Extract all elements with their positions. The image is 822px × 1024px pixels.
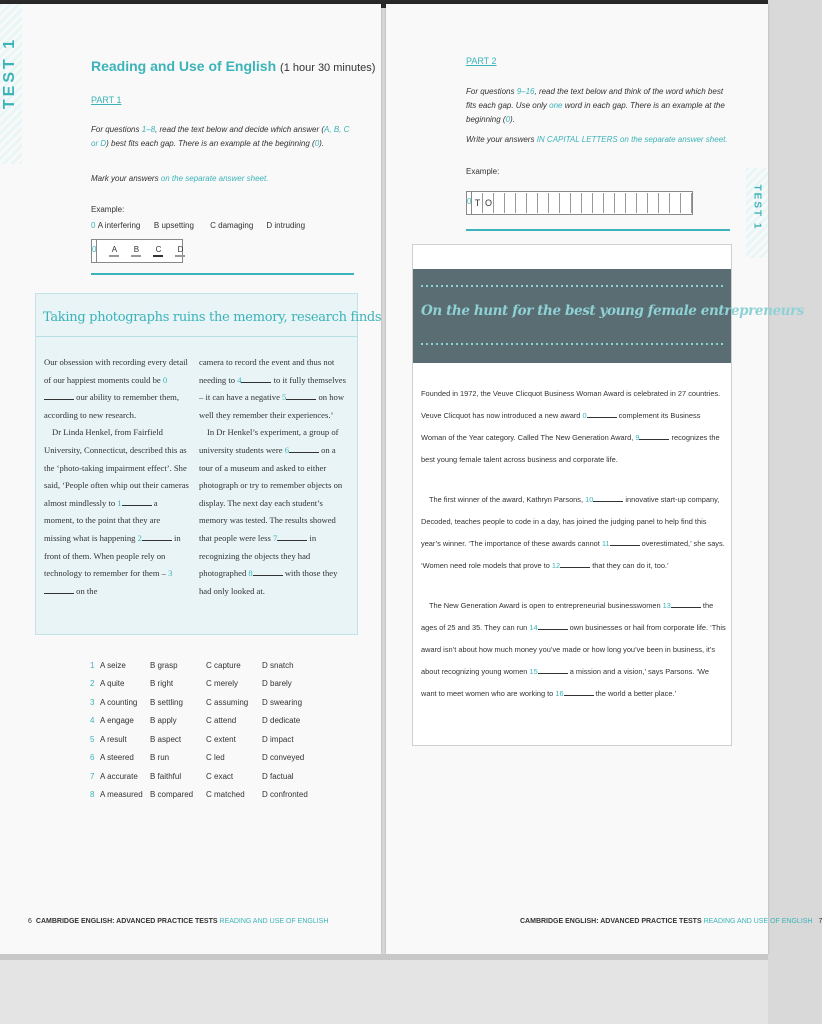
section-divider-right [466,229,730,231]
option-d: D barely [262,679,292,689]
option-a: A quite [100,679,125,689]
example-num: 0 [91,221,96,230]
text: a moment, to the point that they are missing what is happening [44,497,161,543]
gap-number: 14 [529,623,538,632]
text: Our obsession with recording every detail of our happiest moments could be [44,357,188,385]
paragraph [199,354,349,424]
gap-number: 4 [237,374,242,385]
instr-text: , read the text below and decide which answer ( [155,125,325,134]
example-box-letter: D [177,245,184,254]
text: in recognizing the objects they had photographed [199,532,317,579]
grid-cell [538,193,549,213]
gap-number: 1 [117,497,122,508]
gap-number: 11 [601,539,610,548]
article-column-2 [199,354,349,600]
paragraph [199,424,349,600]
text: overestimated,’ she says. ‘Women need role models that prove to [421,539,725,570]
gap-number: 13 [662,601,671,610]
gap-number: 2 [137,532,142,543]
answer-bar-selected [153,255,163,257]
write-link: IN CAPITAL LETTERS on the separate answer sheet. [536,135,728,144]
gap-number: 6 [284,444,289,455]
example-grid-cells [472,193,692,213]
example-label-right: Example: [466,167,500,176]
gap-blank [593,495,623,502]
example-option-b: B upsetting [153,221,194,230]
gap-number: 16 [555,689,564,698]
answer-row-7 [90,767,308,786]
text: on a tour of a museum and asked to either photograph or try to remember objects on display. The next day each student’s memory was tested. The results showed that people were less [199,444,343,543]
text: in front of them. When people rely on technology to remember for them – [44,532,181,579]
grid-cell [527,193,538,213]
option-c: C attend [206,716,237,726]
option-a: A measured [100,790,143,800]
option-a: A seize [100,660,126,670]
answer-bar [109,255,119,257]
grid-cell: O [483,193,494,213]
text: a mission and a vision,’ says Parsons. ‘We want to meet women who are working to [421,667,710,698]
paragraph [421,383,726,471]
gap-blank [253,568,283,576]
option-c: C capture [206,660,241,670]
instr-zero: 0 [314,139,320,148]
article-column-1 [44,354,189,600]
text: that they can do it, too.’ [590,561,669,570]
option-c: C assuming [206,697,249,707]
gap-blank [286,392,316,400]
part2-instructions [466,85,728,127]
text: complement its Business Woman of the Year category. Called The New Generation Award, [421,411,701,442]
article-banner [413,269,805,363]
gap-number: 15 [529,667,538,676]
grid-cell [549,193,560,213]
footer-text: CAMBRIDGE ENGLISH: ADVANCED PRACTICE TESTS [520,918,702,925]
grid-cell [637,193,648,213]
instr-text: ). [319,139,325,148]
text: The first winner of the award, Kathryn Parsons, [429,495,586,504]
example-option-d: D intruding [266,221,306,230]
instr-zero: 0 [505,115,511,124]
part1-label: PART 1 [91,95,122,105]
text: with those they had only looked at. [199,568,338,596]
answer-options [90,656,308,804]
example-label: Example: [91,205,125,214]
answer-row-5 [90,730,308,749]
text: camera to record the event and thus not needing to [199,357,335,385]
answer-num: 2 [90,679,95,689]
gap-blank [639,433,669,440]
gap-blank [277,533,307,541]
option-d: D snatch [262,660,294,670]
gap-blank [538,623,568,630]
option-b: B apply [150,716,177,726]
option-d: D impact [262,734,294,744]
test-tab-left-text: TEST 1 [1,36,18,110]
text: on the [74,585,98,596]
answer-num: 4 [90,716,95,726]
answer-row-8 [90,786,308,805]
paragraph [44,354,189,424]
grid-cell [670,193,681,213]
gap-blank [44,586,74,594]
gap-blank [289,445,319,453]
gap-blank [241,375,271,383]
option-d: D confronted [262,790,308,800]
page-title [91,58,375,74]
text: the world a better place.’ [593,689,677,698]
grid-cell [648,193,659,213]
example-box-c [153,245,163,257]
answer-num: 1 [90,660,95,670]
answer-row-2 [90,675,308,694]
gap-blank [44,392,74,400]
text: recognizes the best young female talent across business and corporate life. [421,433,720,464]
gap-number: 5 [282,392,287,403]
instr-text: word in each gap. There is an example at the beginning ( [466,101,725,124]
grid-cell [626,193,637,213]
article-panel-left [35,293,382,635]
option-c: C extent [206,734,236,744]
grid-cell [516,193,527,213]
option-b: B compared [150,790,194,800]
gap-blank [142,533,172,541]
option-c: C led [206,753,225,763]
page-number-right: 7 [818,918,822,925]
option-b: B grasp [150,660,178,670]
gap-number: 3 [168,568,173,579]
gap-number: 9 [635,433,640,442]
answer-num: 8 [90,790,95,800]
mark-link: on the separate answer sheet. [160,174,269,183]
mark-answers-line [91,172,268,186]
article-title-rule [36,336,357,337]
text: The New Generation Award is open to entrepreneurial businesswomen [429,601,663,610]
option-a: A accurate [100,771,138,781]
answer-bar [175,255,185,257]
option-b: B faithful [150,771,182,781]
text: our ability to remember them, according to new research. [44,392,180,420]
instr-one: one [549,101,563,110]
example-answer-box [91,239,183,263]
example-box-d [175,245,185,257]
example-word-grid [466,191,693,215]
gap-blank [560,561,590,568]
option-a: A engage [100,716,134,726]
text: own businesses or hail from corporate life. ‘This award isn’t about how much money you’ve made or how long you’ve been in business, it’s about recognizing young women [421,623,726,676]
text: Dr Linda Henkel, from Fairfield University, Connecticut, described this as the ‘photo-taking impairment effect’. She said, ‘People often whip out their cameras almost mindlessly to [44,427,189,508]
grid-cell [571,193,582,213]
test-tab-right-text: TEST 1 [751,184,763,231]
example-box-a [109,245,119,257]
gap-blank [610,539,640,546]
grid-cell [560,193,571,213]
gap-number: 0 [162,374,168,385]
test-tab-left [0,4,22,164]
grid-cell [659,193,670,213]
gap-blank [538,667,568,674]
grid-cell: T [472,193,483,213]
instr-letters: A, B, C or D [91,125,350,148]
page-title-time: (1 hour 30 minutes) [280,62,376,74]
instr-text: For questions [466,87,517,96]
gap-number: 10 [585,495,594,504]
grid-cell [593,193,604,213]
answer-row-1 [90,656,308,675]
option-b: B aspect [150,734,182,744]
instr-text: For questions [91,125,142,134]
example-box-letter: A [111,245,118,254]
instr-text: , read the text below and think of the word which best fits each gap. Use only [466,87,724,110]
grid-cell [615,193,626,213]
bottom-shadow [0,954,768,960]
banner-dots-top [421,285,723,287]
grid-cell [604,193,615,213]
section-divider-left [91,273,354,275]
gap-number: 8 [248,568,253,579]
paragraph [421,489,726,577]
gap-blank [564,689,594,696]
example-options-row [91,221,305,230]
example-box-letter: B [133,245,140,254]
option-b: B settling [150,697,183,707]
grid-cell [505,193,516,213]
gap-number: 7 [272,532,278,543]
footer-left [28,918,328,925]
part2-label: PART 2 [466,56,497,66]
gap-number: 12 [551,561,561,570]
option-a: A steered [100,753,134,763]
gap-blank [587,411,617,418]
instr-text: ) best fits each gap. There is an example at the beginning ( [106,139,315,148]
part1-instructions [91,123,356,151]
option-c: C exact [206,771,234,781]
article-panel-right [412,244,805,746]
example-option-a: A interfering [97,221,141,230]
answer-row-3 [90,693,308,712]
option-b: B right [150,679,174,689]
write-answers-line [466,133,728,147]
option-c: C matched [206,790,245,800]
gap-blank [122,498,152,506]
option-c: C merely [206,679,239,689]
option-d: D factual [262,771,294,781]
option-d: D dedicate [262,716,301,726]
grid-cell [681,193,692,213]
article-title-right: On the hunt for the best young female entrepreneurs [421,303,805,319]
answer-row-6 [90,749,308,768]
grid-cell [494,193,505,213]
grid-cell [582,193,593,213]
instr-range: 9–16 [516,87,535,96]
bottom-band [0,954,768,1024]
test-tab-right [746,168,768,258]
option-a: A counting [100,697,138,707]
banner-dots-bottom [421,343,723,345]
text: innovative start-up company, Decoded, teaches people to code in a day, has joined the judging panel to help find this year’s winner. ‘The importance of these awards cannot [421,495,720,548]
answer-num: 7 [90,771,95,781]
page-number-left: 6 [28,918,32,925]
answer-row-4 [90,712,308,731]
page-title-text: Reading and Use of English [91,58,277,74]
example-box-letter: C [155,245,162,254]
text: the ages of 25 and 35. They can run [421,601,714,632]
text: In Dr Henkel’s experiment, a group of university students were [199,427,339,455]
mark-text: Mark your answers [91,174,161,183]
text: on how well they remember their experiences.’ [199,392,345,420]
gap-blank [671,601,701,608]
answer-bar [131,255,141,257]
footer-section: READING AND USE OF ENGLISH [703,918,813,925]
example-grid-num: 0 [467,192,472,214]
footer-right [520,918,822,925]
example-option-c: C damaging [210,221,254,230]
text: to it fully themselves – it can have a negative [199,374,346,403]
footer-section: READING AND USE OF ENGLISH [219,918,329,925]
instr-range: 1–8 [141,125,156,134]
instr-text: ). [510,115,515,124]
example-box-num: 0 [92,240,97,262]
write-text: Write your answers [466,135,537,144]
example-box-b [131,245,141,257]
answer-num: 6 [90,753,95,763]
gap-number: 0 [582,411,587,420]
option-b: B run [150,753,170,763]
option-a: A result [100,734,127,744]
text: Founded in 1972, the Veuve Clicquot Business Woman Award is celebrated in 27 countries. Veuve Clicquot has now introduced a new award [421,389,721,420]
option-d: D conveyed [262,753,305,763]
paragraph [44,424,189,600]
answer-num: 5 [90,734,95,744]
answer-num: 3 [90,697,95,707]
option-d: D swearing [262,697,303,707]
footer-text: CAMBRIDGE ENGLISH: ADVANCED PRACTICE TESTS [35,918,218,925]
article-body-right [421,383,726,723]
paragraph [421,595,726,705]
article-title-left: Taking photographs ruins the memory, research finds [43,310,382,325]
